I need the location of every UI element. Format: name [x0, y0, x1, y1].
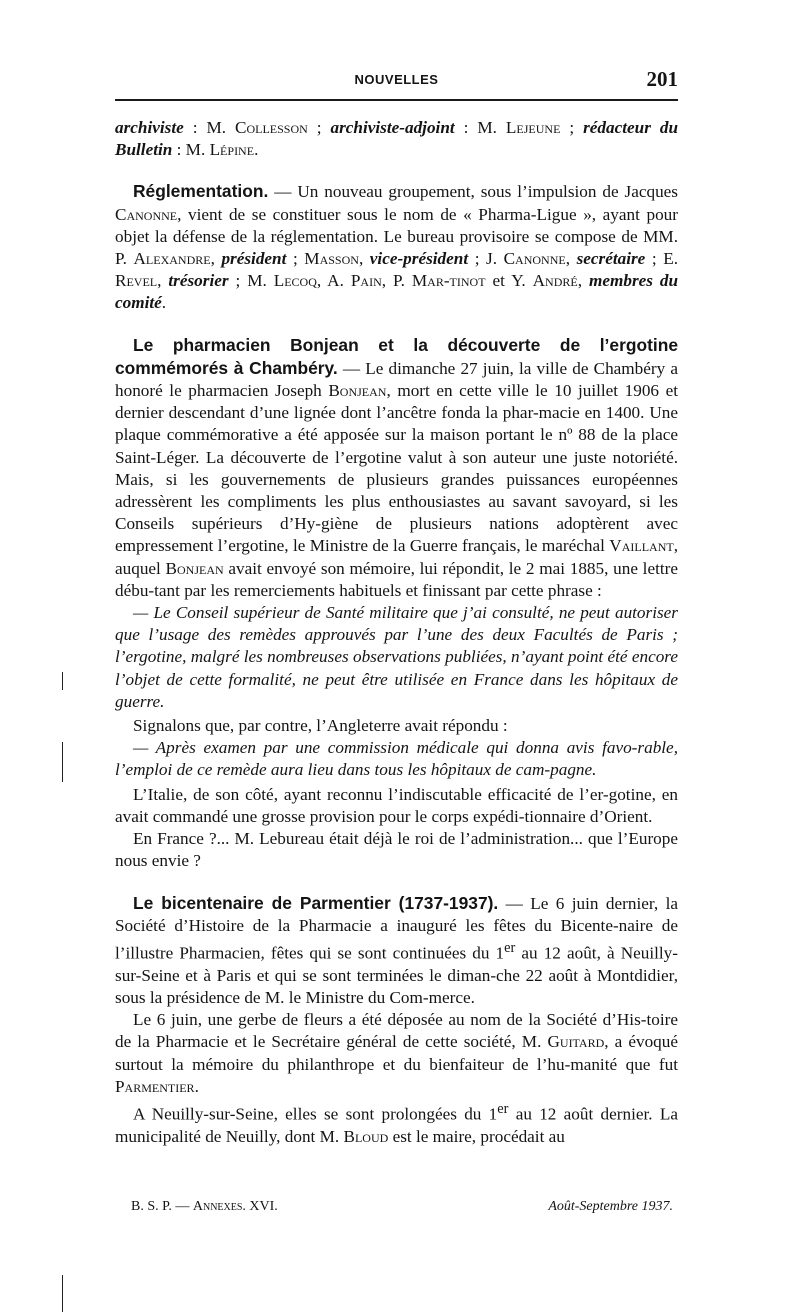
page-number: 201: [646, 67, 678, 91]
committee-continuation: archiviste : M. Collesson ; archiviste-adjoint : M. Lejeune ; rédacteur du Bulletin : M. Lépine.: [115, 118, 679, 160]
running-title: NOUVELLES: [354, 72, 439, 87]
margin-scan-mark: [62, 742, 63, 782]
section-bonjean: Le pharmacien Bonjean et la découverte de l’ergotine commémorés à Chambéry. — Le dimanche 27 juin, la ville de Chambéry a honoré le pharmacien Joseph Bonjean, mort en cette ville le 10 juillet 1906 et dernier descendant d’une lignée dont l’ancêtre fonda la phar-macie en 1400. Une plaque commémorative a été apposée sur la maison portant le nº 88 de la place Saint-Léger. La découverte de l’ergotine valut à son auteur une juste notoriété. Mais, si les gouvernements de plusieurs grandes puissances européennes adressèrent les compliments les plus enthousiastes au savant savoyard, si les Conseils supérieurs d’Hy-giène de plusieurs nations adoptèrent avec empressement l’ergotine, le Ministre de la Guerre français, le maréchal Vaillant, auquel Bonjean avait envoyé son mémoire, lui répondit, le 2 mai 1885, une lettre débu-tant par les remerciements habituels et finissant par cette phrase :: [115, 334, 678, 600]
paragraph: Le 6 juin, une gerbe de fleurs a été déposée au nom de la Société d’His-toire de la Pharmacie et le Secrétaire général de cette société, M. Guitard, a évoqué surtout la mémoire du philanthrope et du bienfaiteur de l’hu-manité que fut Parmentier.: [115, 1010, 679, 1096]
section-title: Le pharmacien Bonjean et la découverte de l’ergotine commémorés à Chambéry.: [115, 334, 678, 378]
footer-journal: B. S. P. — Annexes. XVI.: [131, 1199, 278, 1214]
paragraph: A Neuilly-sur-Seine, elles se sont prolongées du 1er au 12 août dernier. La municipalité de Neuilly, dont M. Bloud est le maire, procédait au: [115, 1101, 678, 1146]
quote-england: — Après examen par une commission médicale qui donna avis favo-rable, l’emploi de ce remède aura lieu dans tous les hôpitaux de cam-pagne.: [115, 738, 678, 780]
page-body: [115, 117, 678, 1148]
paragraph: En France ?... M. Lebureau était déjà le roi de l’administration... que l’Europe nous envie ?: [115, 829, 678, 871]
section-title: Le bicentenaire de Parmentier (1737-1937).: [133, 892, 499, 913]
paragraph: Signalons que, par contre, l’Angleterre avait répondu :: [133, 716, 508, 736]
paragraph: L’Italie, de son côté, ayant reconnu l’indiscutable efficacité de l’er-gotine, en avait commandé une grosse provision pour le corps expédi-tionnaire d’Orient.: [115, 784, 678, 826]
section-title: Réglementation.: [133, 181, 269, 202]
page-header: [115, 66, 678, 102]
section-parmentier: Le bicentenaire de Parmentier (1737-1937). — Le 6 juin dernier, la Société d’Histoire de la Pharmacie a inauguré les fêtes du Bicente-naire de l’illustre Pharmacien, fêtes qui se sont continuées du 1er au 12 août, à Neuilly-sur-Seine et à Paris et qui se sont terminées le diman-che 22 août à Montdidier, sous la présidence de M. le Ministre du Com-merce.: [115, 892, 679, 1008]
page-footer: [131, 1199, 673, 1215]
margin-scan-mark: [62, 672, 63, 690]
section-reglementation: Réglementation. — Un nouveau groupement, sous l’impulsion de Jacques Canonne, vient de se constituer sous le nom de « Pharma-Ligue », ayant pour objet la défense de la réglementation. Le bureau provisoire se compose de MM. P. Alexandre, président ; Masson, vice-président ; J. Canonne, secrétaire ; E. Revel, trésorier ; M. Lecoq, A. Pain, P. Mar-tinot et Y. André, membres du comité.: [115, 181, 679, 313]
margin-scan-mark: [62, 1275, 63, 1312]
footer-issue-date: Août-Septembre 1937.: [548, 1199, 673, 1214]
quote-france: — Le Conseil supérieur de Santé militaire que j’ai consulté, ne peut autoriser que l’usage des remèdes approuvés par l’une des deux Facultés de Paris ; l’ergotine, malgré les nombreuses observations publiées, n’ayant point été encore l’objet de cette formalité, ne peut être utilisée en France dans les hôpitaux de guerre.: [115, 603, 678, 711]
header-rule: [115, 99, 678, 101]
